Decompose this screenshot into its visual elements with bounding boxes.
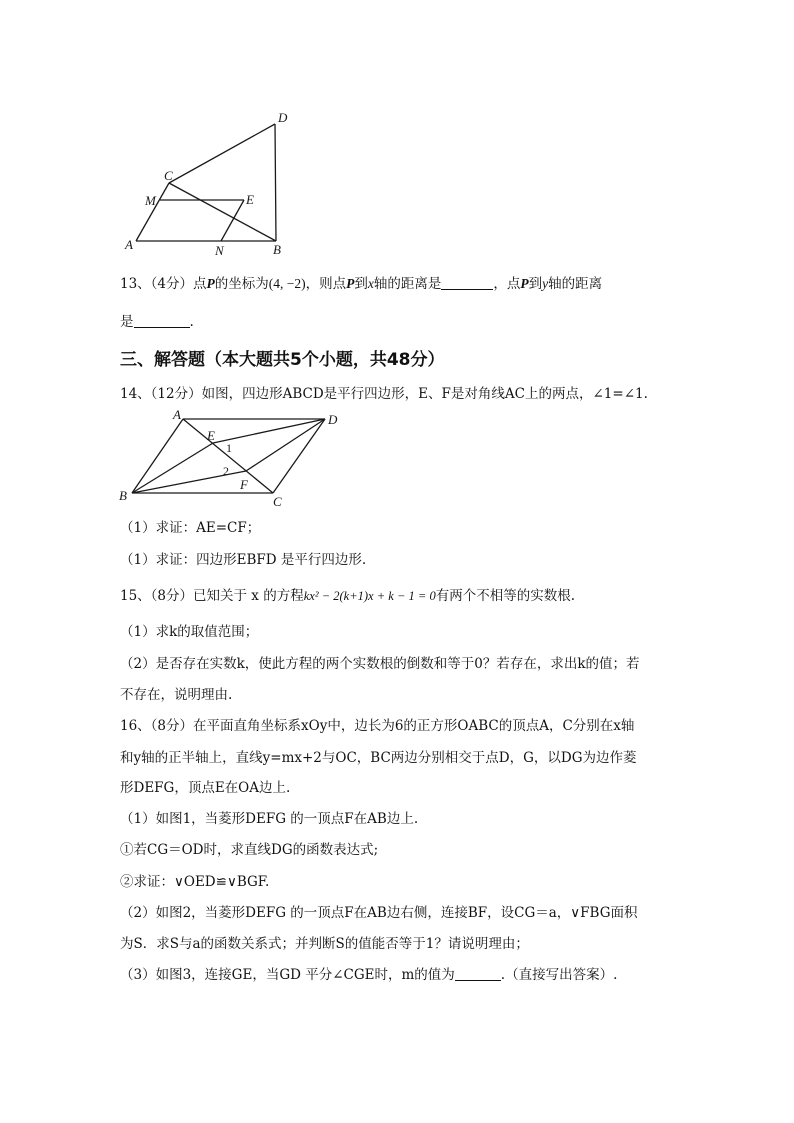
q16-sub1: ①若CG＝OD时，求直线DG的函数表达式; (120, 842, 379, 858)
q14-part1: （1）求证：AE=CF； (120, 520, 261, 536)
q13-text: 的坐标为 (214, 276, 269, 292)
label-M: M (145, 193, 156, 208)
diagonal-AC (183, 419, 273, 493)
q13-text: 轴的距离是 (373, 276, 442, 292)
answer-blank (441, 289, 493, 290)
label-B: B (119, 488, 127, 503)
q15-text: 15、（8分）已知关于 x 的方程 (120, 588, 304, 604)
q14-parallelogram-figure (115, 408, 345, 510)
label-N: N (215, 243, 224, 258)
segment-EN (221, 200, 244, 241)
section-title: 三、解答题（本大题共5个小题，共48分） (120, 350, 445, 370)
q16-part2-line2: 为S．求S与a的函数关系式；并判断S的值能否等于1？请说明理由； (120, 936, 529, 952)
q13-text: 13、（4分）点 (120, 276, 207, 292)
answer-blank (134, 327, 190, 328)
var-P: P (520, 276, 529, 291)
q13-line1 (120, 275, 602, 293)
var-x: x (367, 276, 374, 291)
q13-text: 到 (354, 276, 368, 292)
angle-2-label: 2 (223, 464, 229, 478)
segment-DB (275, 124, 276, 241)
answer-blank (455, 980, 501, 981)
q15-stem (120, 587, 575, 605)
var-P: P (206, 276, 215, 291)
q16-text: .（直接写出答案）. (500, 967, 618, 983)
label-F: F (240, 477, 248, 492)
q16-part3 (120, 966, 617, 984)
var-y: y (542, 276, 549, 291)
q16-part1: （1）如图1，当菱形DEFG 的一顶点F在AB边上. (120, 811, 419, 827)
label-E: E (246, 192, 254, 207)
segment-AB (132, 419, 183, 493)
q16-line1: 16、（8分）在平面直角坐标系xOy中，边长为6的正方形OABC的顶点A，C分别在x轴 (120, 718, 635, 734)
q13-text: ，点 (493, 276, 521, 292)
segment-DC (273, 419, 325, 493)
q14-stem: 14、（12分）如图，四边形ABCD是平行四边形，E、F是对角线AC上的两点，∠1=∠1. (120, 386, 648, 402)
segment-CD (169, 124, 275, 183)
q13-text: 到 (528, 276, 543, 292)
q16-text: （3）如图3，连接GE，当GD 平分∠CGE时，m的值为 (120, 967, 455, 983)
label-C: C (164, 168, 173, 183)
q16-part2-line1: （2）如图2，当菱形DEFG 的一顶点F在AB边右侧，连接BF，设CG＝a，∨FBG面积 (120, 905, 638, 921)
angle-1-label: 1 (226, 441, 232, 455)
q13-text: . (189, 314, 194, 330)
q16-sub2: ②求证：∨OED≌∨BGF. (120, 874, 270, 890)
label-D: D (328, 412, 338, 427)
label-E: E (207, 428, 215, 443)
q15-part1: （1）求k的取值范围； (120, 624, 259, 640)
q13-text: 轴的距离 (548, 276, 603, 292)
q13-line2 (120, 313, 194, 331)
q14-part2: （1）求证：四边形EBFD 是平行四边形. (120, 552, 367, 568)
segment-AC (136, 183, 169, 241)
q16-line2: 和y轴的正半轴上，直线y=mx+2与OC，BC两边分别相交于点D，G，以DG为边作菱 (120, 750, 637, 766)
q15-part2-line1: （2）是否存在实数k，使此方程的两个实数根的倒数和等于0？若存在，求出k的值；若 (120, 656, 640, 672)
q15-text: 有两个不相等的实数根. (435, 588, 576, 604)
label-A: A (173, 407, 181, 422)
q12-triangle-figure (120, 108, 300, 260)
segment-CB (169, 183, 276, 241)
equation: kx² − 2(k+1)x + k − 1 = 0 (303, 589, 436, 603)
var-P: P (346, 276, 355, 291)
segment-ED (213, 419, 325, 443)
label-B: B (273, 242, 281, 257)
q13-text: ，则点 (305, 276, 347, 292)
label-A: A (125, 237, 133, 252)
q13-text: 是 (120, 314, 134, 330)
label-D: D (278, 110, 288, 125)
q15-part2-line2: 不存在，说明理由. (120, 687, 233, 703)
label-C: C (273, 494, 282, 509)
coordinate: (4, −2) (268, 276, 306, 291)
q16-line3: 形DEFG，顶点E在OA边上. (120, 780, 291, 796)
